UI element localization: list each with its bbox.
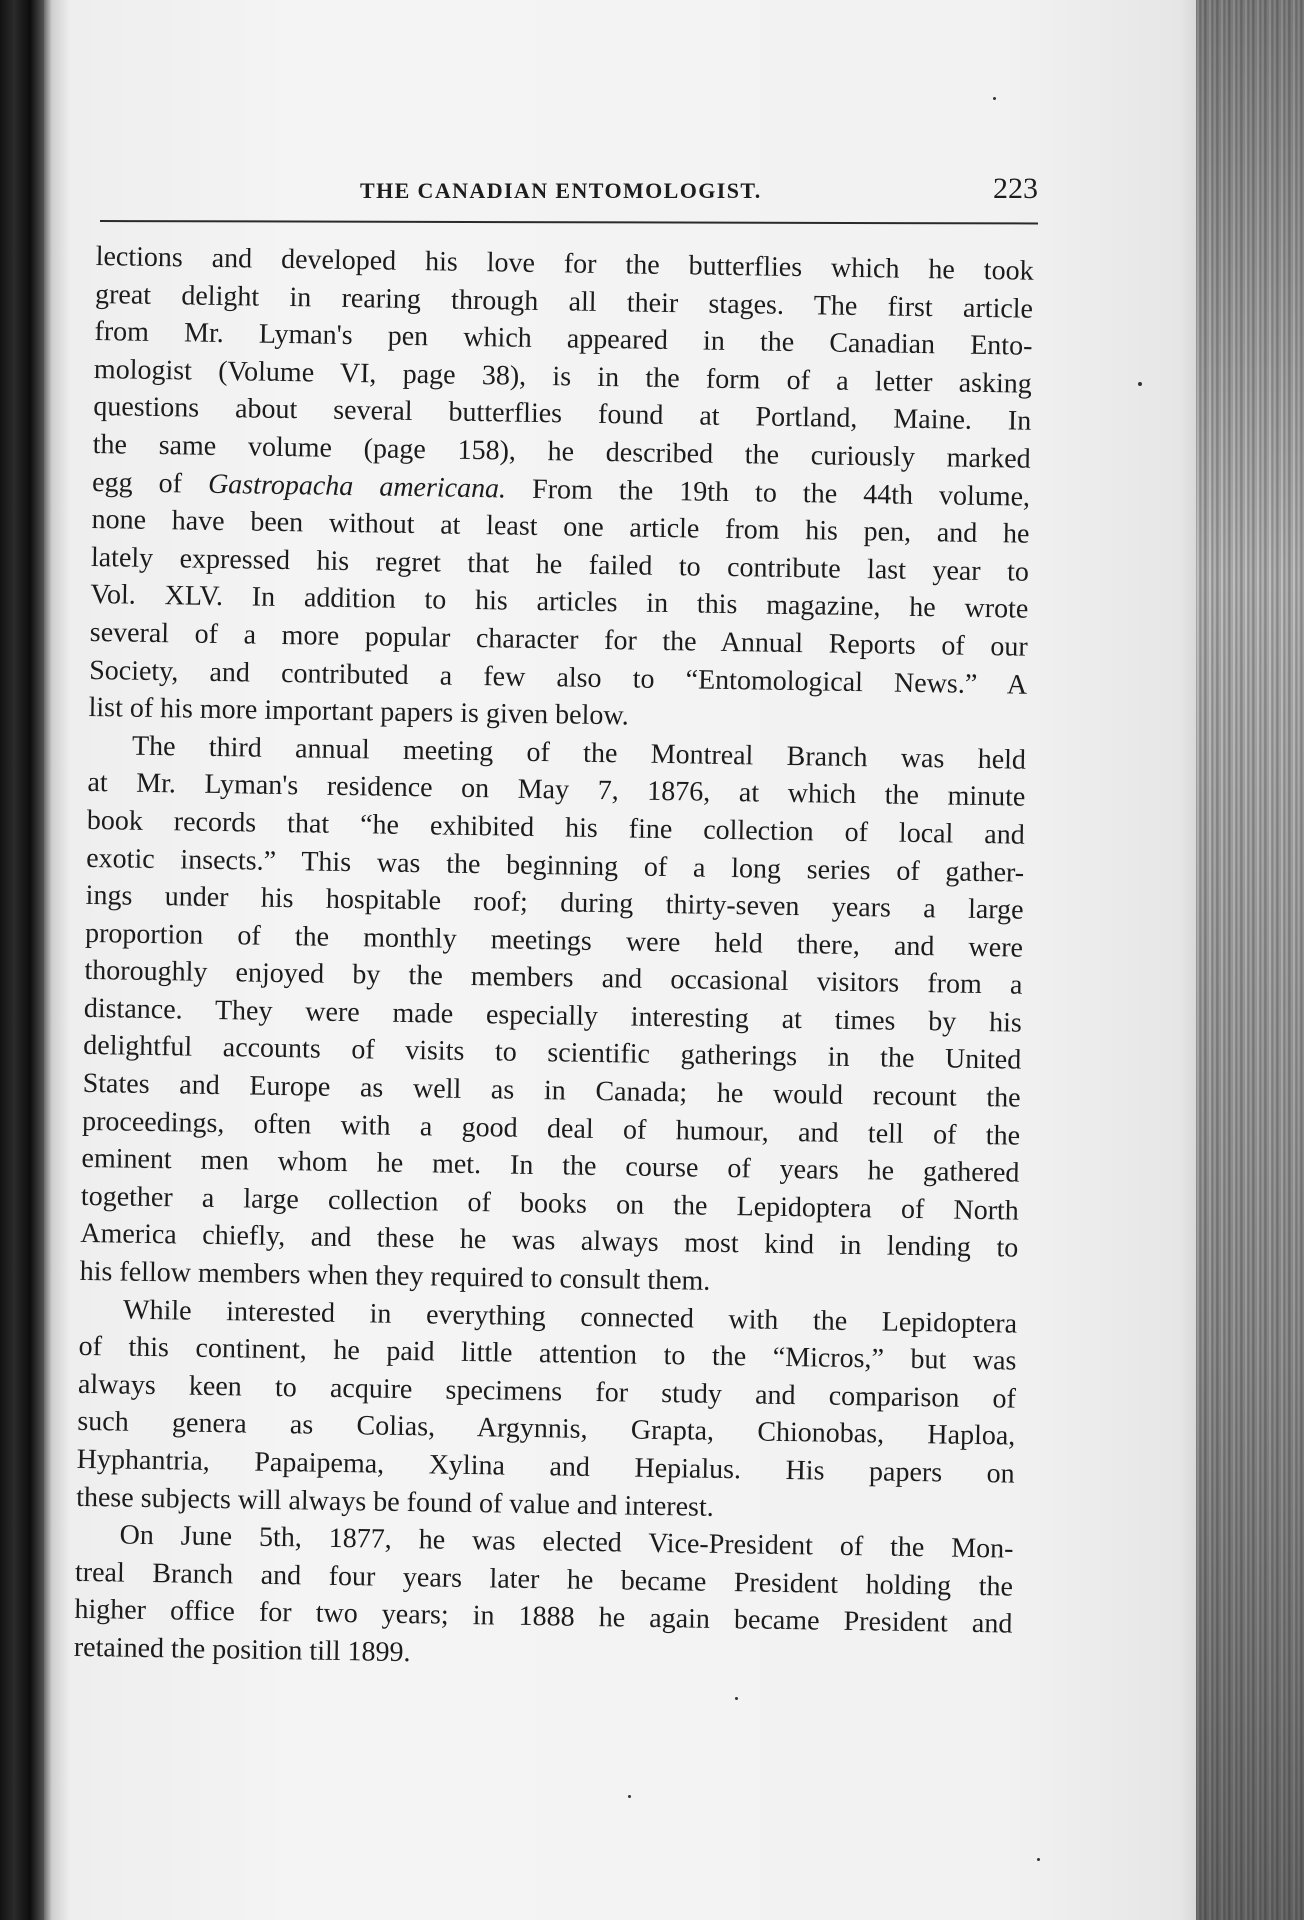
dust-speck bbox=[993, 97, 996, 100]
dust-speck bbox=[1138, 382, 1142, 386]
body-text bbox=[74, 238, 1034, 1681]
text-line: America chiefly, and these he was always most kind in lending to bbox=[80, 1218, 1019, 1265]
text-line: his fellow members when they required to consult them. bbox=[79, 1255, 711, 1297]
text-line: several of a more popular character for the Annual Reports of our bbox=[89, 616, 1028, 663]
text-line: Hyphantria, Papaipema, Xylina and Hepialus. His papers on bbox=[76, 1443, 1015, 1490]
dust-speck bbox=[735, 1697, 738, 1700]
text-line: While interested in everything connected with the Lepidoptera bbox=[122, 1294, 1018, 1340]
text-line: list of his more important papers is given below. bbox=[88, 692, 630, 732]
text-line: exotic insects.” This was the beginning of a long series of gather- bbox=[86, 842, 1025, 889]
page-edges-shade bbox=[1196, 0, 1304, 1920]
text-line: these subjects will always be found of value and interest. bbox=[75, 1481, 714, 1523]
text-line: treal Branch and four years later he became President holding the bbox=[74, 1556, 1014, 1603]
running-head: THE CANADIAN ENTOMOLOGIST. bbox=[360, 178, 762, 203]
text-line: book records that “he exhibited his fine collection of local and bbox=[86, 804, 1025, 851]
text-line: none have been without at least one article from his pen, and he bbox=[91, 504, 1030, 550]
header-rule bbox=[100, 220, 1038, 224]
text-line: great delight in rearing through all their stages. The first article bbox=[94, 278, 1034, 325]
text-line: higher office for two years; in 1888 he again became President and bbox=[74, 1594, 1013, 1640]
dust-speck bbox=[628, 1795, 631, 1798]
text-line: always keen to acquire specimens for study and comparison of bbox=[77, 1368, 1017, 1415]
text-line: of this continent, he paid little attention to the “Micros,” but was bbox=[78, 1331, 1017, 1377]
text-line: together a large collection of books on the Lepidoptera of North bbox=[80, 1180, 1020, 1227]
text-line: lections and developed his love for the butterflies which he took bbox=[95, 240, 1034, 287]
dust-speck bbox=[1037, 1858, 1040, 1861]
text-line: On June 5th, 1877, he was elected Vice-President of the Mon- bbox=[119, 1519, 1014, 1565]
text-segment: From the 19th to the 44th volume, bbox=[531, 473, 1031, 513]
text-line: Vol. XLV. In addition to his articles in this magazine, he wrote bbox=[90, 579, 1029, 626]
text-line: proceedings, often with a good deal of humour, and tell of the bbox=[81, 1105, 1021, 1152]
text-line: delightful accounts of visits to scientific gatherings in the United bbox=[83, 1030, 1022, 1077]
text-line: States and Europe as well as in Canada; he would recount the bbox=[82, 1067, 1021, 1114]
text-line: proportion of the monthly meetings were held there, and were bbox=[84, 917, 1024, 964]
text-line: such genera as Colias, Argynnis, Grapta, Chionobas, Haploa, bbox=[77, 1406, 1016, 1452]
species-name: Gastropacha americana. bbox=[207, 468, 507, 505]
text-line: retained the position till 1899. bbox=[73, 1631, 411, 1669]
page-number: 223 bbox=[993, 172, 1038, 205]
text-line: distance. They were made especially interesting at times by his bbox=[83, 992, 1023, 1039]
text-line: questions about several butterflies found at Portland, Maine. In bbox=[93, 391, 1032, 438]
text-line: eminent men whom he met. In the course of years he gathered bbox=[81, 1143, 1020, 1189]
text-segment: egg of bbox=[91, 466, 183, 499]
text-line: The third annual meeting of the Montreal Branch was held bbox=[131, 730, 1027, 776]
text-line: from Mr. Lyman's pen which appeared in the Canadian Ento- bbox=[94, 316, 1033, 362]
text-line: thoroughly enjoyed by the members and occasional visitors from a bbox=[84, 955, 1023, 1001]
text-line: the same volume (page 158), he described the curiously marked bbox=[92, 428, 1031, 475]
text-line: ings under his hospitable roof; during thirty-seven years a large bbox=[85, 880, 1024, 926]
book-binding-shadow bbox=[0, 0, 44, 1920]
text-line: lately expressed his regret that he failed to contribute last year to bbox=[90, 541, 1030, 588]
text-line: mologist (Volume VI, page 38), is in the form of a letter asking bbox=[93, 353, 1033, 400]
text-line: Society, and contributed a few also to “Entomological News.” A bbox=[88, 654, 1028, 701]
text-line: at Mr. Lyman's residence on May 7, 1876, at which the minute bbox=[87, 767, 1026, 813]
